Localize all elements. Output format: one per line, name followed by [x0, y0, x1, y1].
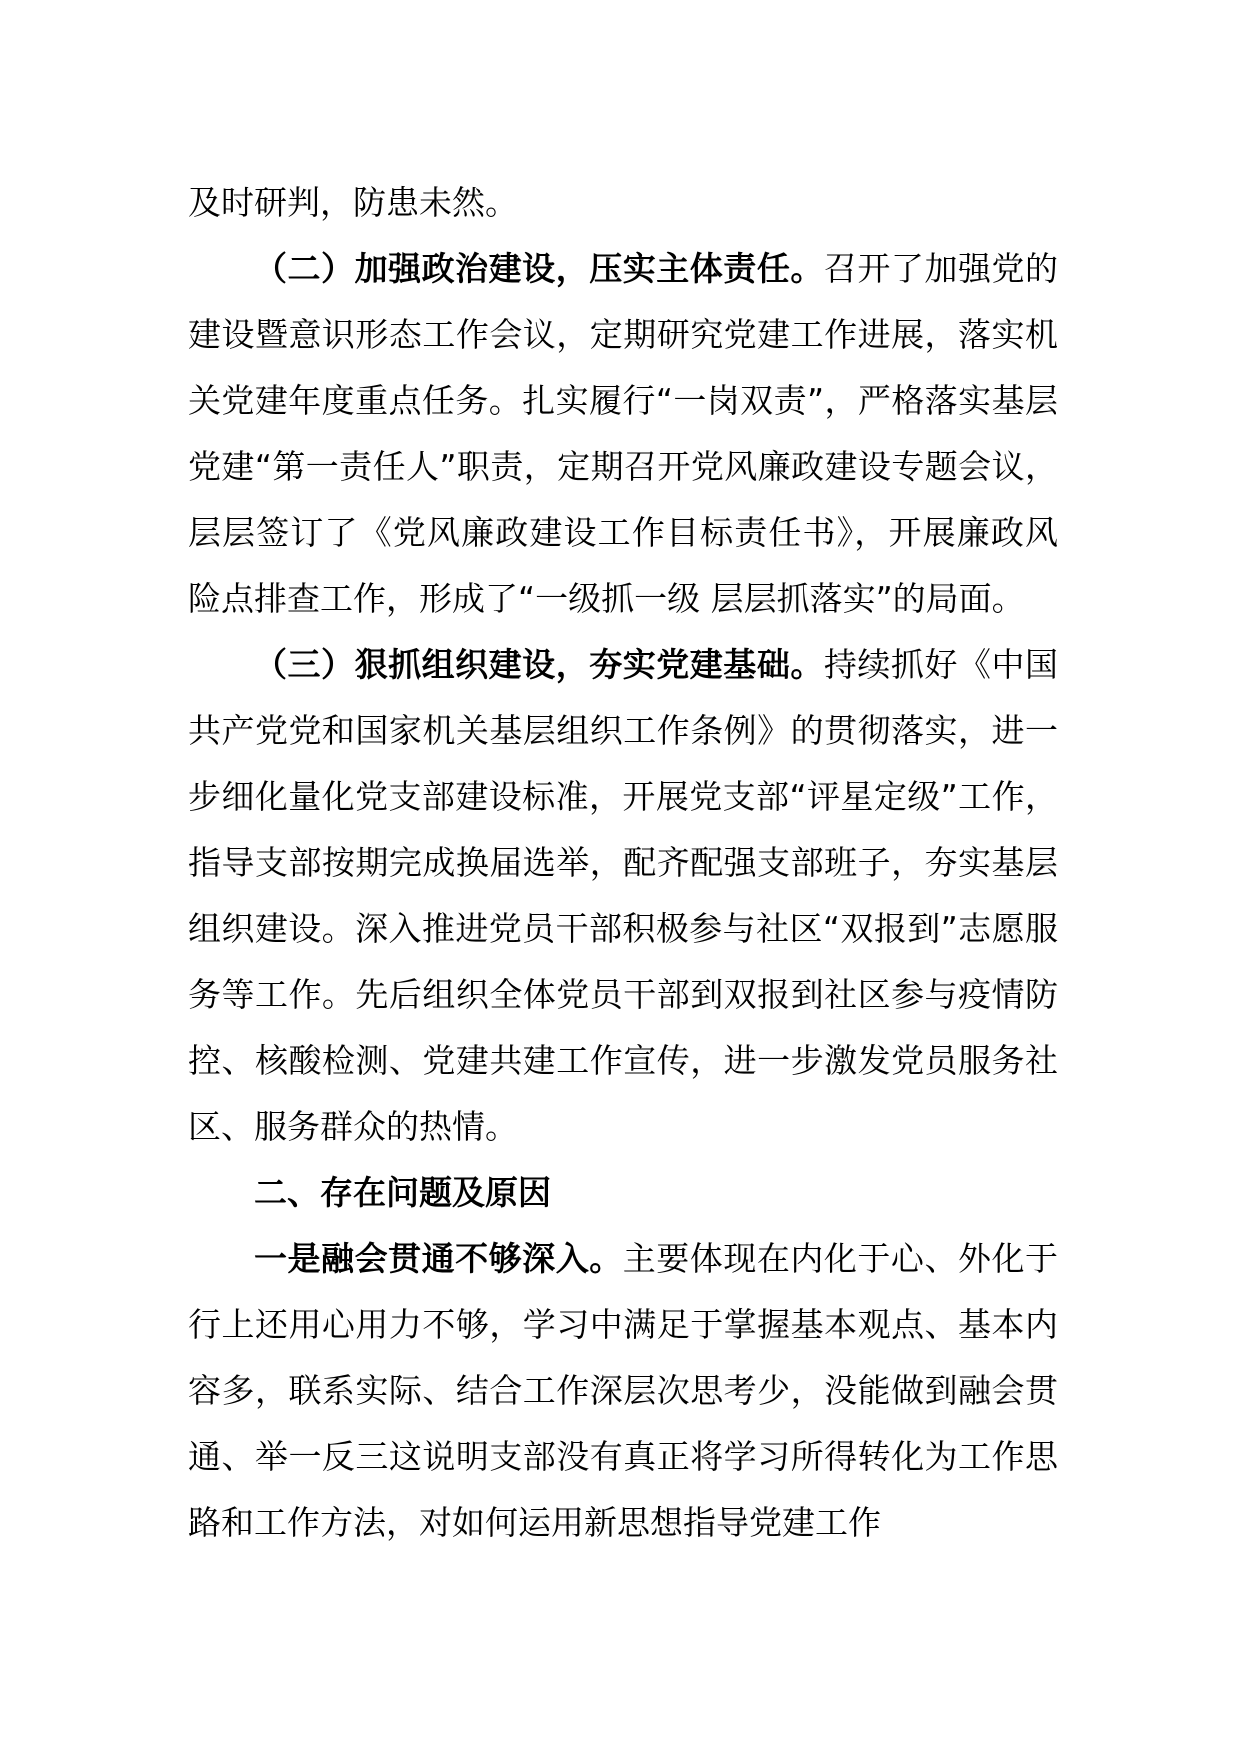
paragraph-text: 主要体现在内化于心、外化于行上还用心用力不够，学习中满足于掌握基本观点、基本内容多，联系实际、结合工作深层次思考少，没能做到融会贯通、举一反三这说明支部没有真正将学习所得转化为工作思路和工作方法，对如何运用新思想指导党建工作	[188, 1239, 1059, 1542]
paragraph-continuation: 及时研判，防患未然。	[188, 183, 518, 222]
paragraph-problem-one	[188, 1226, 1058, 1556]
paragraph-text: 召开了加强党的建设暨意识形态工作会议，定期研究党建工作进展，落实机关党建年度重点任务。扎实履行“一岗双责”，严格落实基层党建“第一责任人”职责，定期召开党风廉政建设专题会议，层层签订了《党风廉政建设工作目标责任书》，开展廉政风险点排查工作，形成了“一级抓一级 层层抓落实”的局面。	[188, 249, 1059, 618]
paragraph-political-construction	[188, 236, 1058, 632]
paragraph-organization-construction	[188, 632, 1058, 1160]
paragraph-heading: 一是融会贯通不够深入。	[254, 1239, 623, 1278]
section-title: 二、存在问题及原因	[254, 1173, 551, 1212]
document-body	[188, 170, 1058, 1556]
paragraph-text: 持续抓好《中国共产党党和国家机关基层组织工作条例》的贯彻落实，进一步细化量化党支部建设标准，开展党支部“评星定级”工作，指导支部按期完成换届选举，配齐配强支部班子，夯实基层组织建设。深入推进党员干部积极参与社区“双报到”志愿服务等工作。先后组织全体党员干部到双报到社区参与疫情防控、核酸检测、党建共建工作宣传，进一步激发党员服务社区、服务群众的热情。	[188, 645, 1059, 1146]
paragraph-heading: （三）狠抓组织建设，夯实党建基础。	[254, 645, 824, 684]
paragraph-heading: （二）加强政治建设，压实主体责任。	[254, 249, 824, 288]
